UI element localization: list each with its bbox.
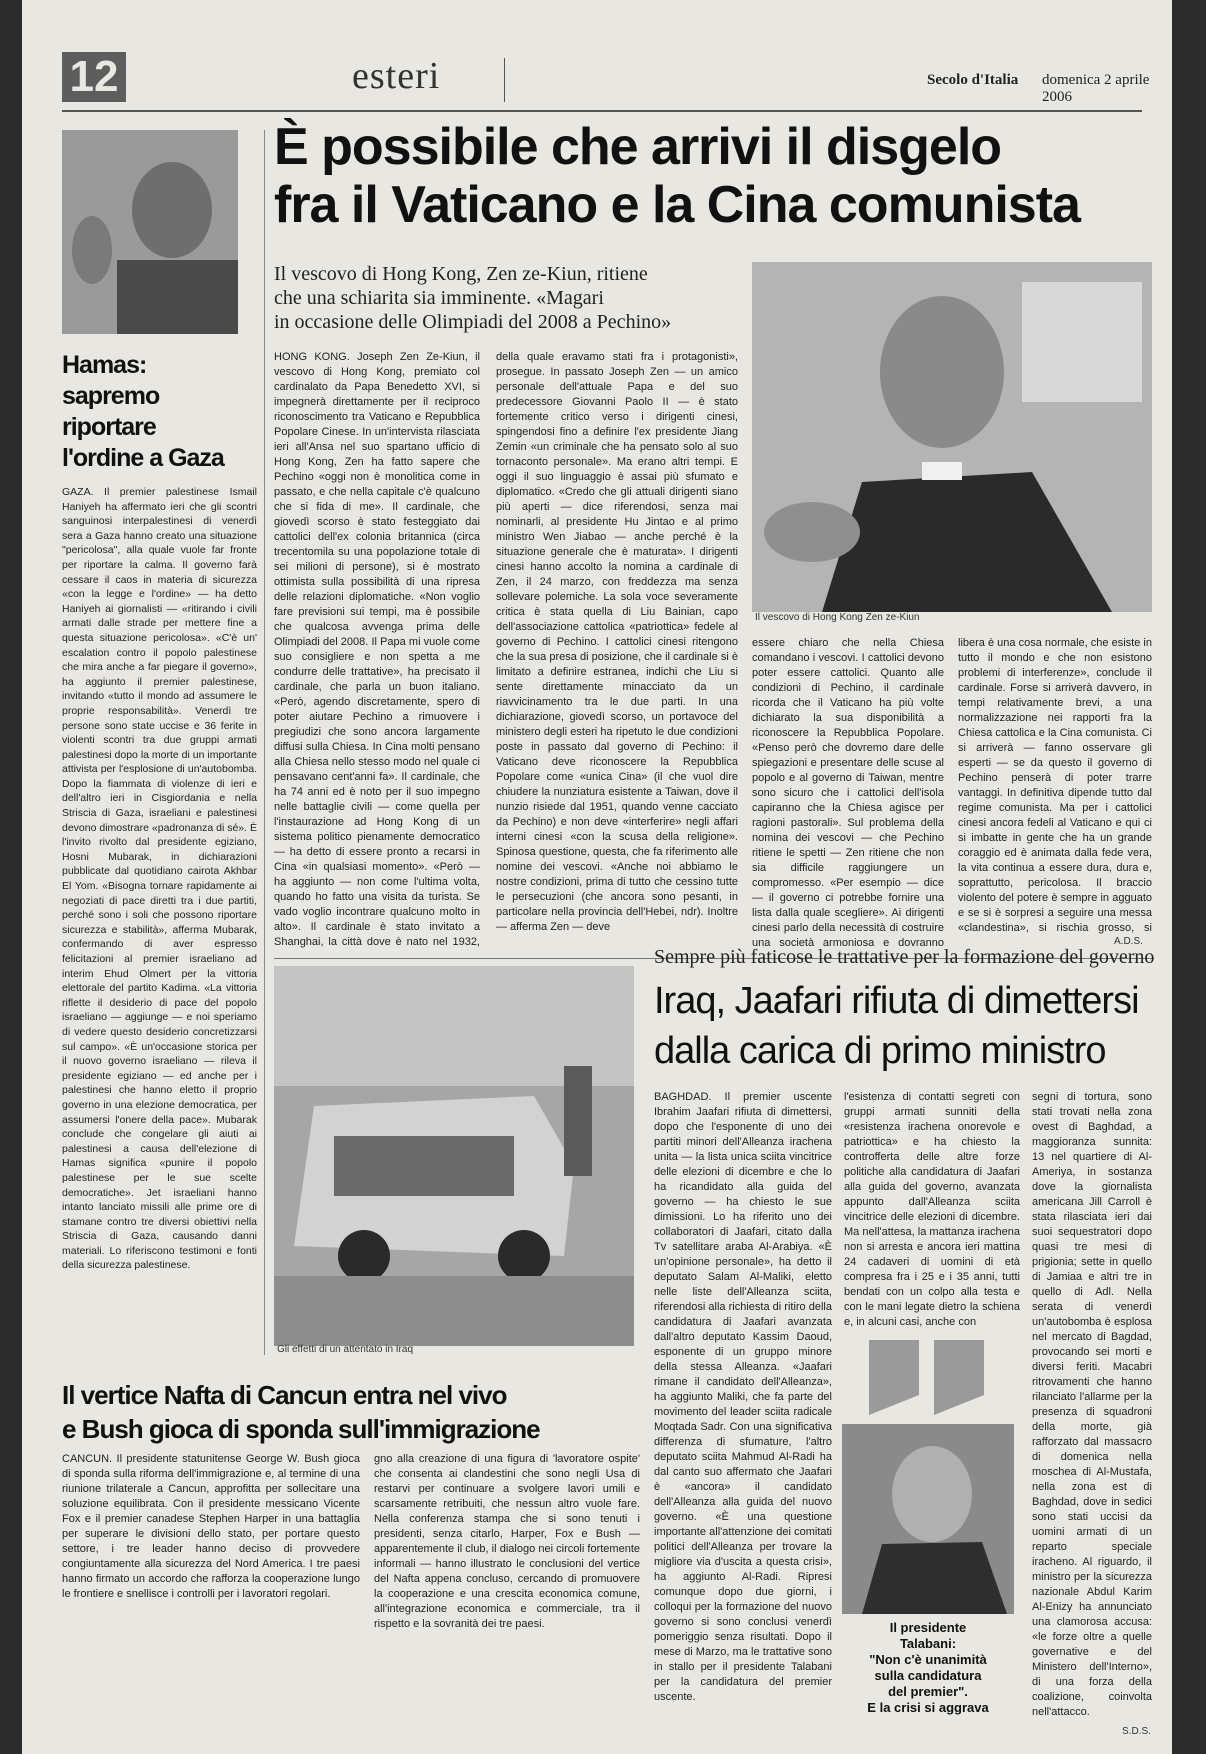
iraq-column-2: l'esistenza di contatti segreti con gruppi armati sunniti della «resistenza irachena onorevole e patriottica» e ha chiesto la controfferta delle altre forze politiche alla candidatura di Jaafari alla guida del governo, avanzata appunto dall'Alleanza sciita vincitrice delle elezioni di dicembre. Ma nell'attesa, la mattanza irachena non si arresta e ancora ieri mattina 24 cadaveri di uomini di età compresa fra i 25 e i 35 anni, tutti bendati con un colpo alla testa e con le mani legate dietro la schiena e, in alcuni casi, anche con: [844, 1091, 1020, 1328]
talabani-caption-line: E la crisi si aggrava: [867, 1700, 989, 1715]
page-number: 12: [62, 52, 126, 102]
hamas-headline-line: riportare: [62, 413, 156, 441]
quote-marks-icon: [864, 1340, 994, 1420]
iraq-headline: [654, 976, 1154, 1076]
main-column-2: della quale eravamo stati fra i protagonisti», prosegue. In passato Joseph Zen — un amico personale dell'attuale Papa e del suo predecessore Giovanni Paolo II — è stato fortemente critico verso i dirigenti cinesi, spingendosi fino a definire l'ex presidente Jiang Zemin «un criminale che ha pensato solo al suo tornaconto personale». Ma erano altri tempi. E oggi il suo linguaggio è assai più sfumato e diplomatico. «Credo che gli attuali dirigenti siano più aperti — dice riferendosi, senza mai nominarli, al presidente Hu Jintao e al primo ministro Wen Jiabao — anche perché è la situazione generale che è maturata». I dirigenti cinesi hanno accolto la nomina a cardinale di Zen, il 24 marzo, con freddezza ma senza sollevare polemiche. La sola voce severamente critica è stata quella di Liu Bainian, capo dell'associazione cattolica «patriottica» fedele al governo di Pechino. I cattolici cinesi ritengono che la sua presa di posizione, che il cardinale si è limitato a definire estranea, indichi che Liu si sente direttamente minacciato da un riavvicinamento tra le due parti. In una dichiarazione, giovedì scorso, un portavoce del ministero degli esteri ha ripetuto le due condizioni poste in passato dal governo di Pechino: il Vaticano deve riconoscere la Repubblica Popolare come «unica Cina» (il che vuol dire chiudere la nunziatura esistente a Taiwan, dove il nunzio risiede dal 1951, quando venne cacciato da Pechino) e non deve «interferire» negli affari interni cinesi «con la scusa della religione». Spinosa questione, questa, che fa riferimento alle nomine dei vescovi. «Anche noi abbiamo le nostre condizioni, prima di tutto che cessino tutte le persecuzioni (che ancora sono pesanti, in particolare nella provincia dell'Hebei, ndr). Inoltre — afferma Zen — deve: [496, 351, 738, 933]
newspaper-page: [22, 0, 1172, 1754]
talabani-caption-line: del premier".: [888, 1684, 968, 1699]
talabani-caption-line: Talabani:: [899, 1636, 957, 1651]
main-column-1: HONG KONG. Joseph Zen Ze-Kiun, il vescovo di Hong Kong, premiato col cardinalato da Papa Benedetto XVI, si impegnerà direttamente per il reciproco riconoscimento tra Vaticano e Repubblica Popolare Cinese. In un'intervista rilasciata ieri all'Ansa nel suo spartano ufficio di Hong Kong, Zen ha fatto sapere che Pechino «oggi non è monolitica come in passato, e che nella capitale c'è qualcuno che si fida di me». Il cardinale, che giovedì scorso è stato festeggiato dai cattolici dell'ex colonia britannica (circa trecentomila su una popolazione totale di sei milioni di persone), si è mostrato ottimista sulla possibilità di una ripresa delle relazioni diplomatiche. «Non voglio fare previsioni sui tempi, ma è possibile che qualcosa avvenga prima delle Olimpiadi del 2008. Il Papa mi vuole come suo consigliere e non spetta a me condurre delle trattative», ha precisato il cardinale, che parla un buon italiano. «Però, agendo discretamente, spero di poter aiutare Pechino a rimuovere i pregiudizi che sono ancora largamente diffusi sulla Chiesa. In Cina molti pensano alla Chiesa nello stesso modo nel quale ci pensavano cent'anni fa». Il cardinale, che ha 74 anni ed è noto per il suo impegno nelle battaglie civili — come quella per l'instaurazione ad Hong Kong di un sistema politico pienamente democratico — ha detto di essere pronto a recarsi in Cina «in qualsiasi momento». «Però — ha aggiunto — non come l'ultima volta, quando ho fatto una visita da turista. Se vado voglio incontrare qualcuno molto in alto». Il cardinale è stato invitato a Shanghai, la città dove è nato nel 1932,: [274, 351, 480, 948]
main-column-3: essere chiaro che nella Chiesa comandano i vescovi. I cattolici devono poter essere cattolici. Quanto alle condizioni di Pechino, il cardinale ricorda che il Vaticano ha più volte dichiarato la sua disponibilità a riconoscere la Repubblica Popolare. «Penso però che dovremo dare delle spiegazioni e presentare delle scuse al popolo e al governo di Taiwan, mentre sono sicuro che i cattolici dell'isola capiranno che la Chiesa agisce per ragioni pastorali». Sul problema della nomina dei vescovi — che Pechino ritiene le spetti — Zen ritiene che non sia difficile raggiungere un compromesso. «Per esempio — dice — il governo ci potrebbe fornire una lista dalla quale scegliere». Ai dirigenti cinesi parlo della necessità di costruire una società armoniosa e dovranno: [752, 637, 944, 949]
haniyeh-photo-image: [62, 130, 238, 334]
iraq-photo-caption: Gli effetti di un attentato in Iraq: [277, 1344, 414, 1355]
masthead-rule: [62, 110, 1142, 112]
main-headline-line: fra il Vaticano e la Cina comunista: [274, 176, 1080, 234]
talabani-photo-image: [842, 1424, 1014, 1614]
main-subhead-line: in occasione delle Olimpiadi del 2008 a Pechino»: [274, 311, 672, 333]
nafta-headline-line: Il vertice Nafta di Cancun entra nel vivo: [62, 1380, 507, 1410]
talabani-caption: [842, 1620, 1014, 1716]
masthead-divider: [504, 58, 505, 102]
nafta-headline-line: e Bush gioca di sponda sull'immigrazione: [62, 1414, 540, 1444]
zen-photo-image: [752, 262, 1152, 612]
main-headline: [274, 118, 1154, 234]
zen-photo-caption: Il vescovo di Hong Kong Zen ze-Kiun: [755, 612, 920, 623]
hamas-headline-line: sapremo: [62, 382, 160, 410]
main-subhead-line: Il vescovo di Hong Kong, Zen ze-Kiun, ritiene: [274, 263, 648, 285]
main-headline-line: È possibile che arrivi il disgelo: [274, 118, 1002, 176]
iraq-column-1: BAGHDAD. Il premier uscente Ibrahim Jaafari rifiuta di dimettersi, dopo che l'esponente di uno dei partiti minori dell'Alleanza irachena unita — la lista unica sciita vincitrice delle elezioni di dicembre e che lo ha ricandidato alla guida del governo — ha chiesto le sue dimissioni. Lo ha riferito uno dei collaboratori di Jaafari, citato dalla Tv satellitare araba Al-Arabiya. «È un'opinione personale», ha detto il deputato Salam Al-Maliki, eletto nelle liste dell'Alleanza sciita, riferendosi alla richiesta di ritiro della candidatura di Jaafari avanzata dall'altro deputato Kassim Daoud, esponente di un gruppo minore della stessa Alleanza. «Jaafari rimane il candidato dell'Alleanza», ha aggiunto Maliki, che fa parte del movimento del leader sciita radicale Moqtada Sadr. Con una significativa differenza di sfumature, l'altro deputato sciita Mahmud Al-Radi ha dal canto suo affermato che Jaafari è «ancora» il candidato dell'Alleanza alla guida del nuovo governo. «È una questione importante all'attenzione dei comitati politici dell'Alleanza per trovare la migliore via d'uscita a questa crisi», ha aggiunto Al-Radi. Ripresi comunque dopo due giorni, i colloqui per la formazione del nuovo governo si sono conclusi venerdì pomeriggio senza risultati. Dopo il mese di Marzo, ma le trattative sono in stallo per il presidente Talabani per la candidatura del premier uscente.: [654, 1091, 832, 1703]
talabani-caption-line: sulla candidatura: [874, 1668, 982, 1683]
hamas-headline: [62, 350, 262, 474]
nafta-column-2: gno alla creazione di una figura di 'lavoratore ospite' che consenta ai clandestini che sono negli Usa di restarvi per continuare a svolgere lavori umili e scarsamente retribuiti, che nessun altro vuole fare. Nella conferenza stampa che si sono tenuti i presidenti, senza citarlo, Harper, Fox e Bush — apparentemente il club, il dialogo nei circoli fortemente informali — hanno illustrato le conclusioni del vertice del Nafta appena concluso, cercando di promuovere la cooperazione e una crescita economica comune, all'integrazione economica e commerciale, tra il rispetto e la sovranità dei tre paesi.: [374, 1453, 640, 1630]
iraq-headline-line: Iraq, Jaafari rifiuta di dimettersi: [654, 980, 1139, 1022]
iraq-headline-line: dalla carica di primo ministro: [654, 1030, 1106, 1072]
nafta-column-1: CANCUN. Il presidente statunitense George W. Bush gioca di sponda sulla riforma dell'immigrazione e, al termine di una riunione trilaterale a Cancun, approfitta per sollecitare una soluzione equilibrata. Con il presidente messicano Vicente Fox e il premier canadese Stephen Harper in una battaglia per superare le divisioni dello stato, per portare questo settore, i tre leader hanno deciso di provvedere congiuntamente alla sicurezza del Nord America. I tre paesi hanno firmato un accordo che rafforza la cooperazione lungo le frontiere e snellisce i controlli per i lavoratori regolari.: [62, 1453, 360, 1600]
hamas-body: GAZA. Il premier palestinese Ismail Haniyeh ha affermato ieri che gli scontri sanguinosi interpalestinesi di venerdì sera a Gaza hanno creato una situazione "pericolosa", alla quale vuole far fronte per riportare la calma. Il governo farà cessare il caos in materia di sicurezza «con la legge e l'ordine» — ha detto Haniyeh ai giornalisti — «ritirando i civili armati dalle strade per mettere fine a questa situazione pericolosa». «C'è un' escalation contro il popolo palestinese che mira anche a far piegare il governo», ha aggiunto il premier palestinese, invitando «tutto il mondo ad assumere le proprie responsabilità». Venerdì tre persone sono state uccise e 36 ferite in violenti scontri tra due gruppi armati palestinesi dopo la morte di un importante attivista per l'esplosione di un'autobomba. Dopo la fiammata di violenze di ieri e dell'altro ieri in Cisgiordania e nella Striscia di Gaza, israeliani e palestinesi devono dimostrare «padronanza di sé». È l'invito rivolto dal presidente egiziano, Hosni Mubarak, in dichiarazioni pubblicate dal quotidiano cairota Akhbar El Yom. «Bisogna tornare rapidamente ai negoziati di pace diretti tra i due partiti, perché sono i soli che possono riportare sicurezza e stabilità», afferma Mubarak, confermando di aver espresso felicitazioni al premier israeliano ad interim Ehud Olmert per la vittoria elettorale del partito Kadima. «La vittoria riflette il desiderio di pace del popolo israeliano — aggiunge — e noi speriamo di vedere questo desiderio concretizzarsi sul campo». «È un'occasione storica per il nuovo governo israeliano — rileva il presidente egiziano — ed anche per i palestinesi che hanno eletto il proprio governo in una elezione democratica, per assumersi l'onere della pace». Mubarak conclude che congelare gli aiuti ai palestinesi a causa dell'elezione di Hamas significa «punire il popolo palestinese per le sue scelte democratiche». Jet israeliani hanno intanto lanciato missili alle prime ore di stamane contro tre diversi obiettivi nella Striscia di Gaza, causando danni materiali. Lo riferiscono testimoni e fonti della sicurezza palestinese.: [62, 486, 257, 1272]
main-subhead: [274, 262, 734, 334]
iraq-signature: S.D.S.: [1122, 1726, 1151, 1737]
talabani-caption-line: Il presidente: [889, 1620, 967, 1635]
column-rule: [264, 130, 265, 1355]
main-subhead-line: che una schiarita sia imminente. «Magari: [274, 287, 604, 309]
zen-photo: [752, 262, 1152, 612]
iraq-photo: [274, 966, 634, 1346]
hamas-headline-line: l'ordine a Gaza: [62, 444, 224, 472]
iraq-kicker: Sempre più faticose le trattative per la formazione del governo: [654, 946, 1155, 968]
publication-date: domenica 2 aprile 2006: [1042, 72, 1150, 105]
iraq-photo-image: [274, 966, 634, 1346]
hamas-headline-line: Hamas:: [62, 351, 147, 379]
talabani-caption-line: "Non c'è unanimità: [869, 1652, 987, 1667]
nafta-headline: [62, 1378, 642, 1446]
main-signature: A.D.S.: [1114, 936, 1143, 947]
talabani-photo: [842, 1424, 1014, 1614]
main-column-4: libera è una cosa normale, che esiste in tutto il mondo e che non esistono problemi di interferenze», conclude il cardinale. Forse si arriverà davvero, in tempi relativamente brevi, a una normalizzazione nei rapporti fra la Chiesa cattolica e la Cina comunista. Ci si arriverà — fanno osservare gli esperti — se da questo il governo di Pechino penserà di poter trarre vantaggi. In definitiva dipende tutto dal regime comunista. Ma per i cattolici cinesi ancora fedeli al Vaticano e qui ci si imbatte in gente che ha un grande coraggio ed è animata dalla fede vera, la vita continua a essere dura, dura e, soprattutto, pericolosa. Il braccio violento del potere è sempre in agguato e se si è sorpresi a seguire una messa «clandestina», si rischia grosso, si: [958, 637, 1152, 934]
section-title: esteri: [352, 55, 441, 97]
iraq-column-3: segni di tortura, sono stati trovati nella zona ovest di Baghdad, a maggioranza sunnita: 13 nel quartiere di Al-Ameriya, in sostanza dove la giornalista americana Jill Carroll è stata rilasciata ieri dai suoi sequestratori dopo quasi tre mesi di prigionia; sette in quello di Jamiaa e altri tre in quello di Adl. Nella serata di venerdì un'autobomba è esplosa nel mercato di Bagdad, provocando sei morti e diversi feriti. Macabri ritrovamenti che hanno rilanciato l'allarme per la presenza di squadroni della morte, già rafforzato dal massacro di domenica nella moschea di Al-Mustafa, nella zona est di Baghdad, dove in sedici sono stati uccisi da uomini armati di un reparto speciale iracheno. Al riguardo, il ministro per la sicurezza nazionale Abdul Karim Al-Enizy ha annunciato una clamorosa accusa: «le forze oltre a quelle governative e del Ministero dell'Interno», di una forza della coalizione, coinvolta nell'attacco.: [1032, 1091, 1152, 1718]
newspaper-name: Secolo d'Italia: [927, 72, 1019, 88]
haniyeh-photo: [62, 130, 238, 334]
